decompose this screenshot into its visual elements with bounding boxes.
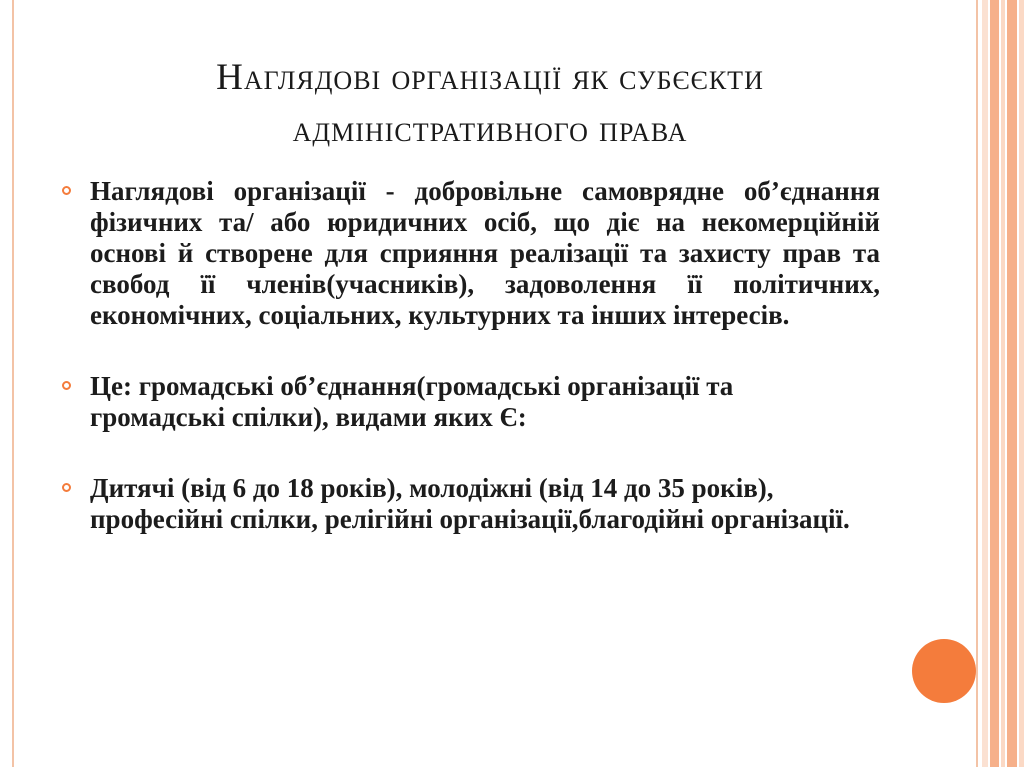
bullet-item-1 [62,176,880,331]
bullet-text-2: Це: громадські об’єднання(громадські організації та громадські спілки), видами яких Є: [90,371,734,432]
decor-stripe-1 [982,0,988,767]
decor-stripe-5 [1019,0,1024,767]
bullet-text-3: Дитячі (від 6 до 18 років), молодіжні (від 14 до 35 років), професійні спілки, релігійні організації,благодійні організації. [90,473,850,534]
decor-stripe-3 [1001,0,1005,767]
bullet-icon [62,381,71,390]
decor-stripe-4 [1007,0,1017,767]
bullet-item-3 [62,473,880,535]
title-line-1: Наглядові організації як субєєкти [216,57,764,98]
bullet-icon [62,186,71,195]
title-line-2: адміністративного права [292,109,688,150]
bullet-text-1: Наглядові організації - добровільне самоврядне об’єднання фізичних та/ або юридичних осіб, що діє на некомерційній основі й створене для сприяння реалізації та захисту прав та свобод її членів(учасників), задоволення її політичних, економічних, соціальних, культурних та інших інтересів. [90,176,880,330]
slide-title [40,52,940,156]
bullet-item-2 [62,371,790,433]
bullet-icon [62,483,71,492]
decor-circle-icon [912,639,976,703]
bullet-list [62,176,882,535]
decor-stripe-2 [990,0,999,767]
